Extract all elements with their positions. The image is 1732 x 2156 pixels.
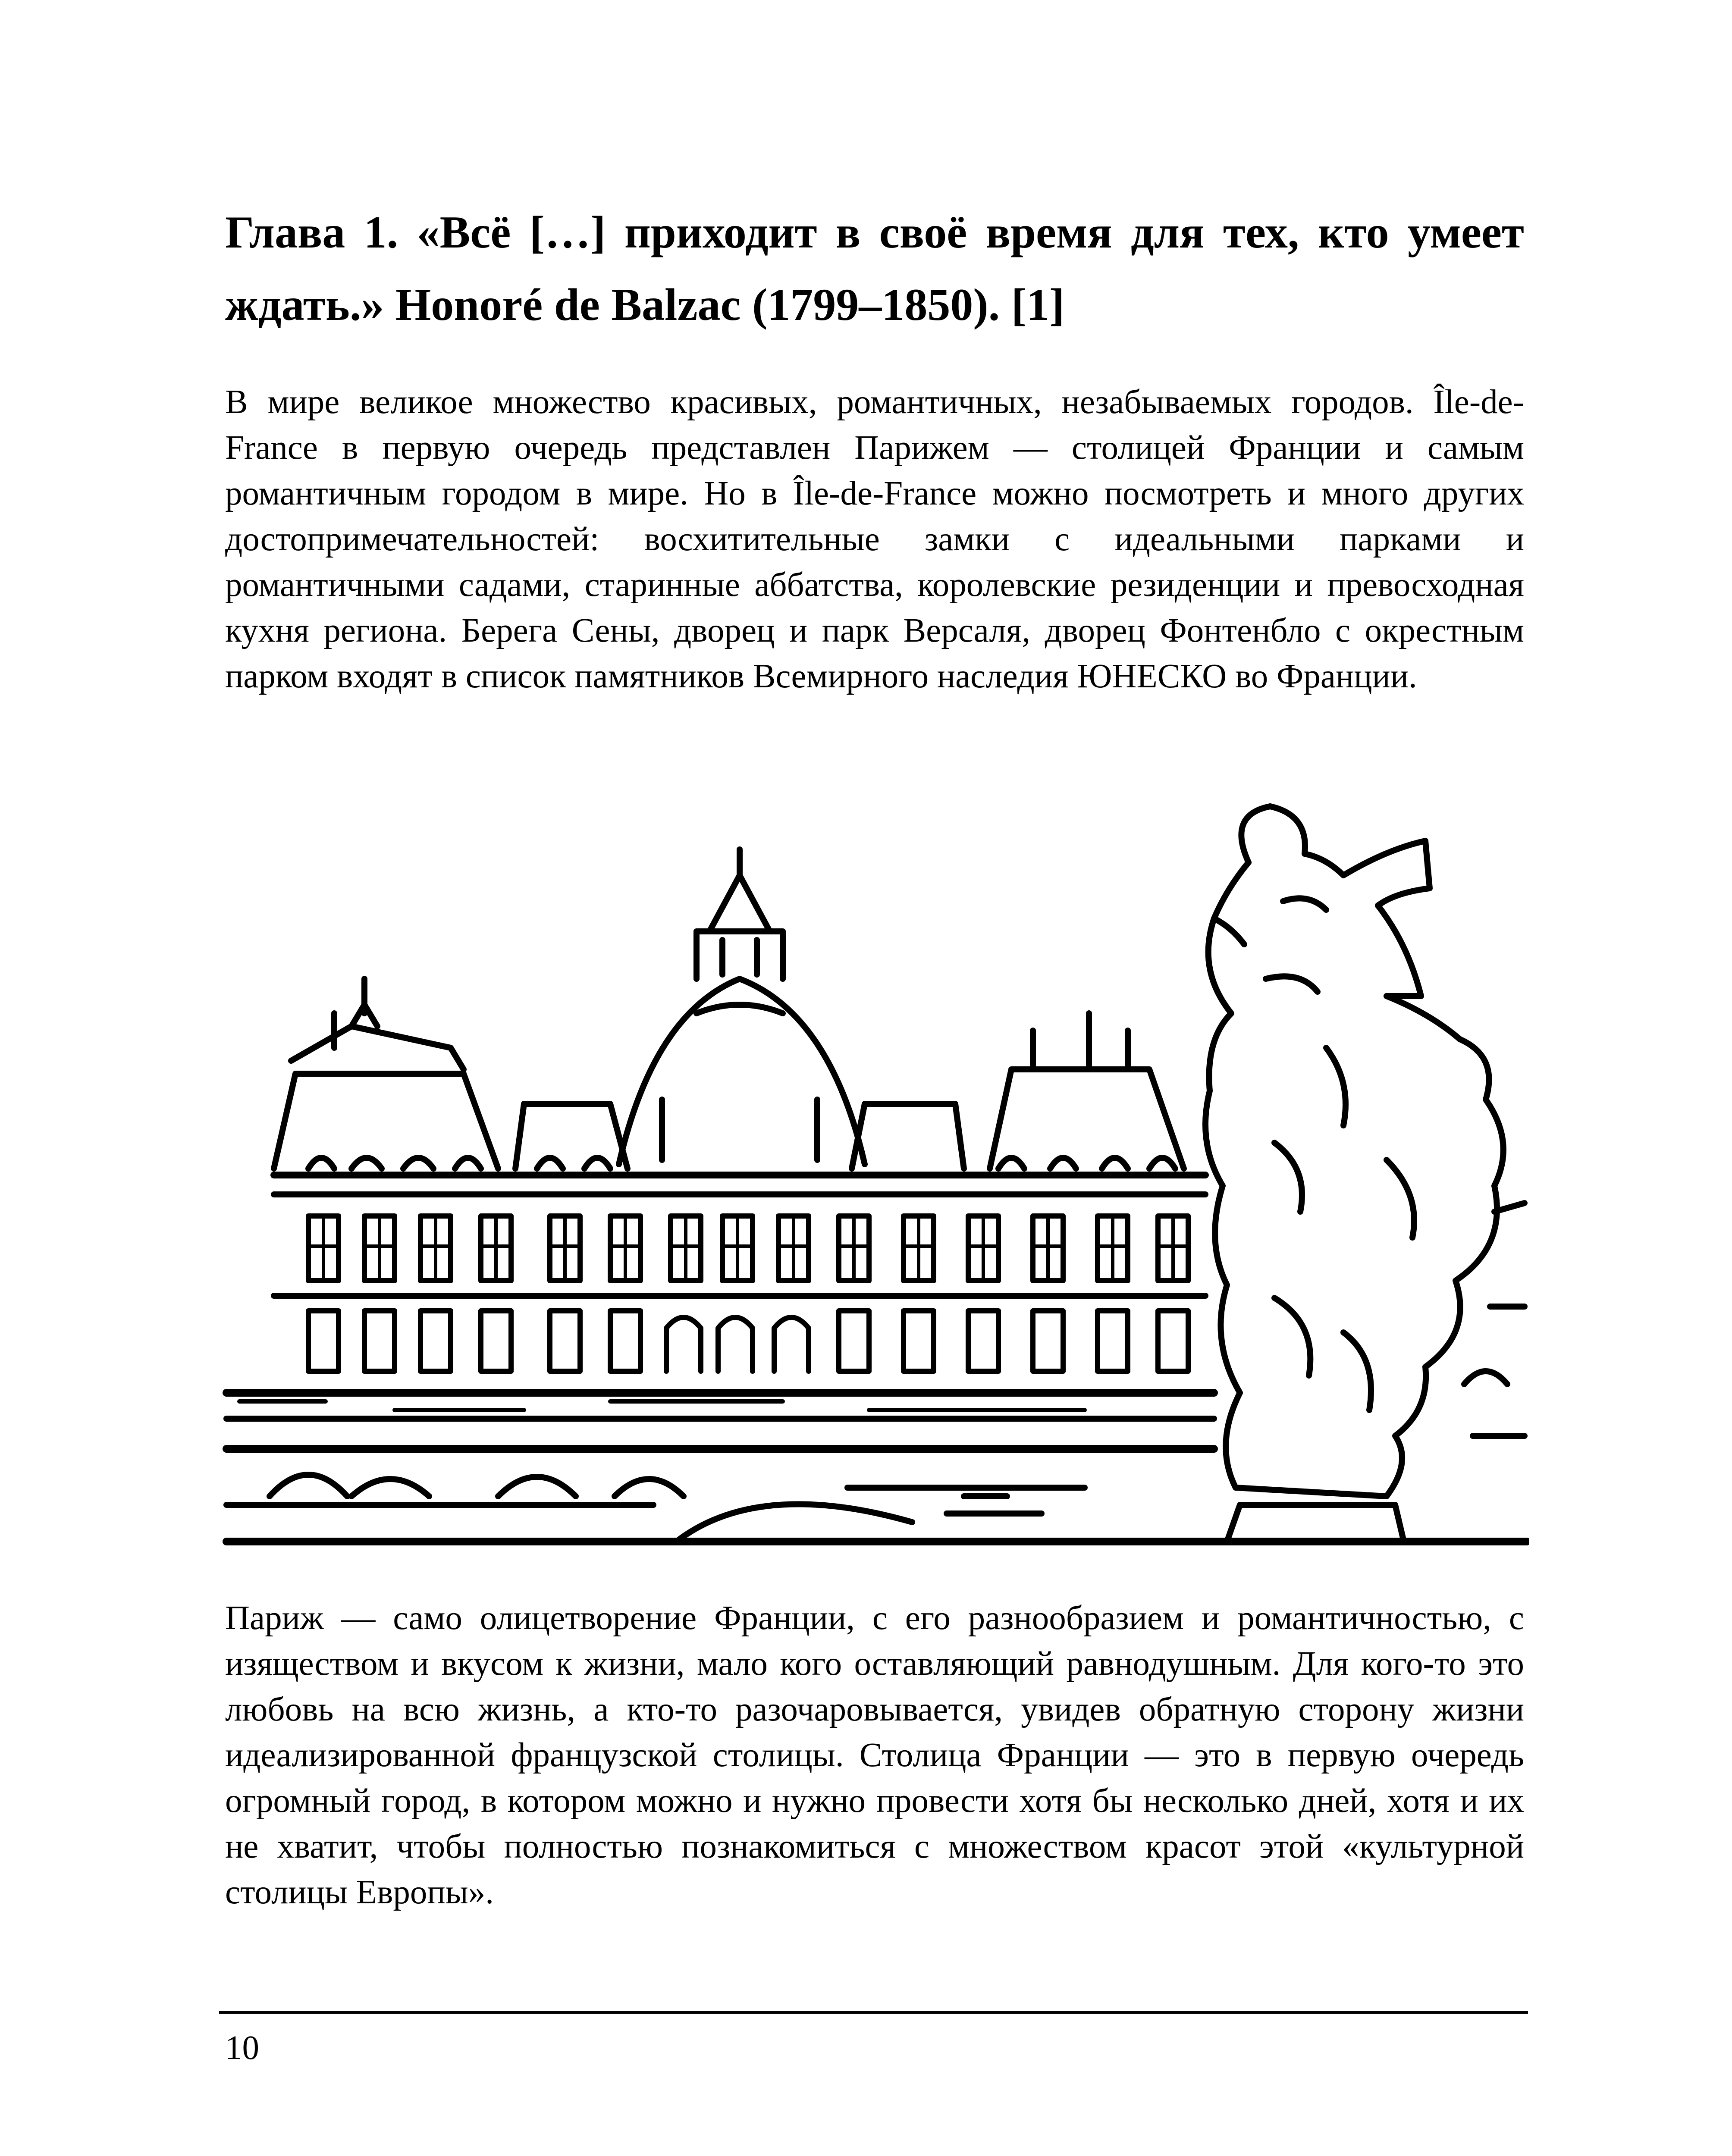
chateau-line-drawing [222,789,1529,1552]
footer-divider [219,2011,1528,2014]
page-number: 10 [225,2029,259,2067]
chateau-illustration [222,789,1529,1552]
body-paragraph-1: В мире великое множество красивых, романтичных, незабываемых городов. Île-de-France в первую очередь представлен Парижем — столицей Франции и самым романтичным городом в мире. Но в Île-de-France можно посмотреть и много других достопримечательностей: восхитительные замки с идеальными парками и романтичными садами, старинные аббатства, королевские резиденции и превосходная кухня региона. Берега Сены, дворец и парк Версаля, дворец Фонтенбло с окрестным парком входят в список памятников Всемирного наследия ЮНЕСКО во Франции. [225,383,1524,695]
chapter-title: Глава 1. «Всё […] приходит в своё время для тех, кто умеет ждать.» Honoré de Balzac (1799–1850). [1] [225,207,1524,330]
body-paragraph-2: Париж — само олицетворение Франции, с его разнообразием и романтичностью, с изяществом и вкусом к жизни, мало кого оставляющий равнодушным. Для кого-то это любовь на всю жизнь, а кто-то разочаровывается, увидев обратную сторону жизни идеализированной французской столицы. Столица Франции — это в первую очередь огромный город, в котором можно и нужно провести хотя бы несколько дней, хотя и их не хватит, чтобы полностью познакомиться с множеством красот этой «культурной столицы Европы». [225,1599,1524,1911]
